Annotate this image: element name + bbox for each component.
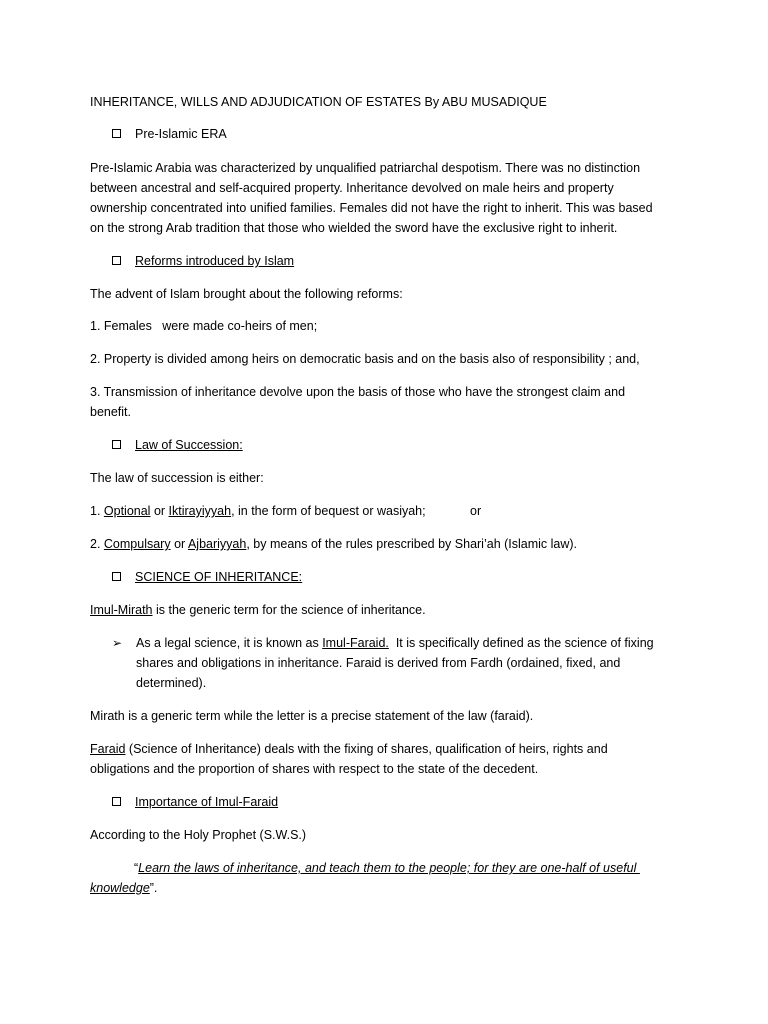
quote-text: knowledge bbox=[90, 881, 150, 895]
connector-text: or bbox=[150, 504, 169, 518]
close-quote: ”. bbox=[149, 881, 158, 895]
imul-mirath-description: is the generic term for the science of inheritance. bbox=[152, 603, 426, 617]
term-ajbariyyah: Ajbariyyah bbox=[187, 537, 247, 551]
bullet-line-continued: determined). bbox=[136, 676, 207, 690]
section-heading-science: SCIENCE OF INHERITANCE: bbox=[135, 570, 303, 584]
checkbox-bullet-icon bbox=[112, 129, 121, 138]
section-heading-succession: Law of Succession: bbox=[135, 438, 243, 452]
term-compulsary: Compulsary bbox=[103, 537, 171, 551]
reform-item: 2. Property is divided among heirs on democratic basis and on the basis also of responsibility ; and, bbox=[90, 352, 640, 366]
paragraph-line: Pre-Islamic Arabia was characterized by unqualified patriarchal despotism. There was no distinction bbox=[90, 161, 641, 175]
connector-text: or bbox=[170, 537, 188, 551]
checkbox-bullet-icon bbox=[112, 440, 121, 449]
reforms-intro: The advent of Islam brought about the following reforms: bbox=[90, 287, 403, 301]
faraid-paragraph-line bbox=[90, 739, 608, 759]
bullet-text: It is specifically defined as the science of fixing bbox=[388, 636, 654, 650]
paragraph-line: on the strong Arab tradition that those who wielded the sword have the exclusive right to inherit. bbox=[90, 221, 618, 235]
imul-mirath-line bbox=[90, 600, 426, 620]
term-imul-faraid: Imul-Faraid. bbox=[322, 636, 389, 650]
bullet-line-continued: shares and obligations in inheritance. Faraid is derived from Fardh (ordained, fixed, and bbox=[136, 656, 621, 670]
section-heading-reforms: Reforms introduced by Islam bbox=[135, 254, 295, 268]
term-iktirayiyyah: Iktirayiyyah bbox=[168, 504, 232, 518]
quote-text: Learn the laws of inheritance, and teach them to the people; for they are one-half of useful bbox=[138, 861, 640, 875]
document-title: INHERITANCE, WILLS AND ADJUDICATION OF ESTATES By ABU MUSADIQUE bbox=[90, 95, 547, 109]
checkbox-bullet-icon bbox=[112, 572, 121, 581]
succession-optional-line bbox=[90, 501, 426, 521]
open-quote: “ bbox=[134, 861, 139, 875]
bullet-line bbox=[136, 633, 654, 653]
checkbox-bullet-icon bbox=[112, 797, 121, 806]
quote-line bbox=[134, 858, 640, 878]
optional-description: , in the form of bequest or wasiyah; bbox=[231, 504, 426, 518]
term-faraid: Faraid bbox=[90, 742, 126, 756]
checkbox-bullet-icon bbox=[112, 256, 121, 265]
paragraph-line: between ancestral and self-acquired property. Inheritance devolved on male heirs and property bbox=[90, 181, 614, 195]
reform-item: 1. Females were made co-heirs of men; bbox=[90, 319, 318, 333]
importance-intro: According to the Holy Prophet (S.W.S.) bbox=[90, 828, 307, 842]
arrow-bullet-icon: ➢ bbox=[112, 636, 123, 650]
faraid-description: (Science of Inheritance) deals with the fixing of shares, qualification of heirs, rights and bbox=[125, 742, 608, 756]
term-imul-mirath: Imul-Mirath bbox=[90, 603, 153, 617]
bullet-text: As a legal science, it is known as bbox=[136, 636, 323, 650]
mirath-paragraph: Mirath is a generic term while the letter is a precise statement of the law (faraid). bbox=[90, 709, 534, 723]
section-heading-importance: Importance of Imul-Faraid bbox=[135, 795, 279, 809]
compulsary-description: , by means of the rules prescribed by Shari’ah (Islamic law). bbox=[246, 537, 578, 551]
list-number: 2. bbox=[90, 537, 104, 551]
list-number: 1. bbox=[90, 504, 104, 518]
quote-line-continued bbox=[90, 878, 157, 898]
succession-compulsary-line bbox=[90, 534, 577, 554]
faraid-paragraph-line-continued: obligations and the proportion of shares with respect to the state of the decedent. bbox=[90, 762, 539, 776]
reform-item: 3. Transmission of inheritance devolve upon the basis of those who have the strongest claim and bbox=[90, 385, 626, 399]
reform-item-continued: benefit. bbox=[90, 405, 132, 419]
paragraph-line: ownership concentrated into unified families. Females did not have the right to inherit. This was based bbox=[90, 201, 653, 215]
succession-intro: The law of succession is either: bbox=[90, 471, 264, 485]
succession-or-text: or bbox=[470, 504, 482, 518]
section-heading-pre-islamic: Pre-Islamic ERA bbox=[135, 127, 227, 141]
term-optional: Optional bbox=[103, 504, 151, 518]
